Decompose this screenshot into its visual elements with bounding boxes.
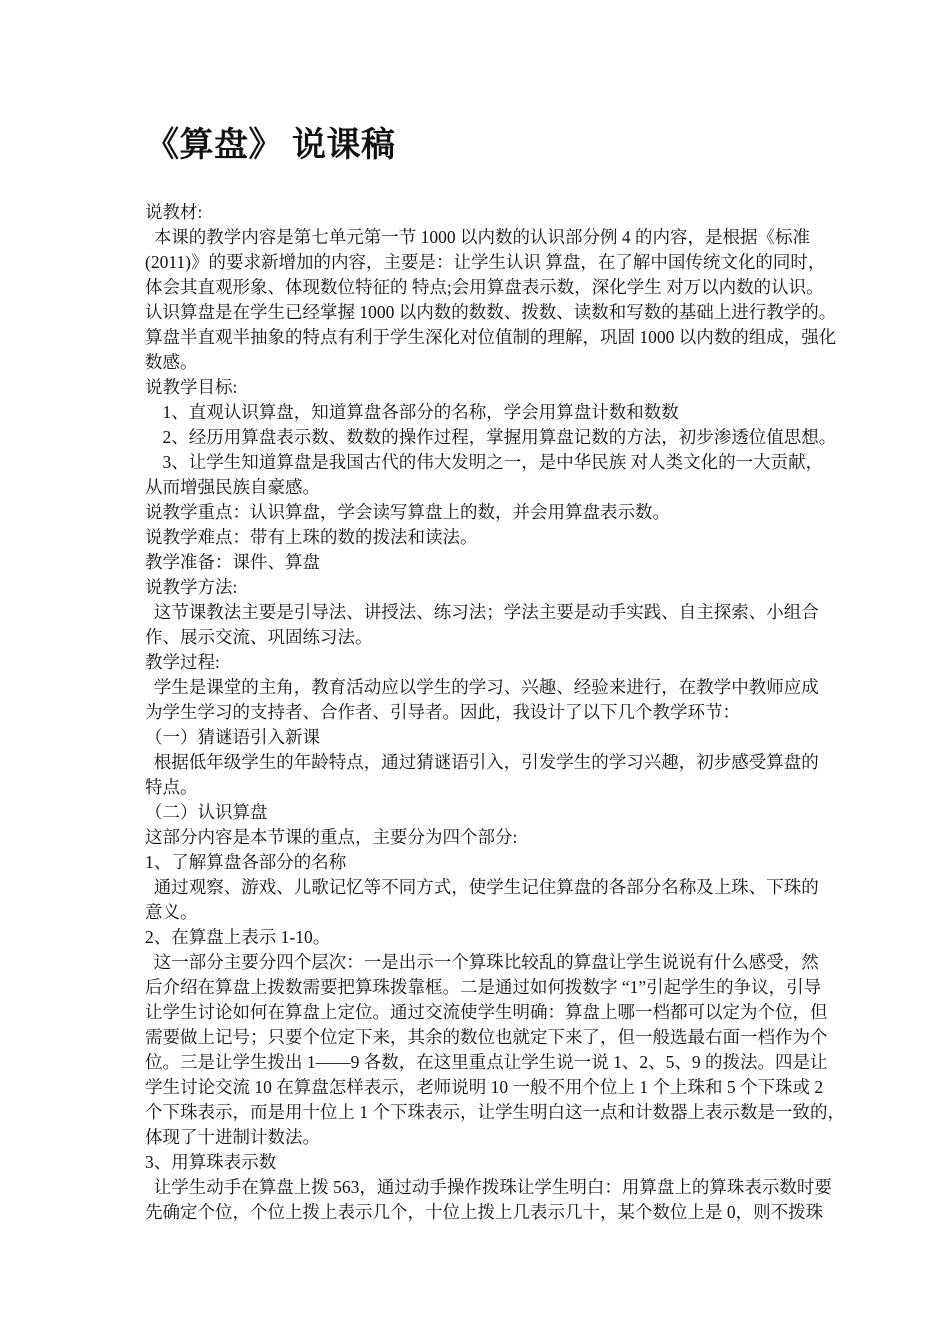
text-line: 需要做上记号；只要个位定下来，其余的数位也就定下来了，但一般选最右面一档作为个 [145,1027,828,1047]
document-title: 《算盘》 说课稿 [145,127,396,164]
text-line: 通过观察、游戏、儿歌记忆等不同方式，使学生记住算盘的各部分名称及上珠、下珠的 [145,877,819,897]
text-line: 说教学方法: [145,577,238,597]
text-line: 体会其直观形象、体现数位特征的 特点;会用算盘表示数，深化学生 对万以内数的认识。 [145,277,824,297]
text-line: 从而增强民族自豪感。 [145,477,320,497]
text-line: 个下珠表示，而是用十位上 1 个下珠表示，让学生明白这一点和计数器上表示数是一致的， [145,1102,845,1122]
text-line: 说教学难点：带有上珠的数的拨法和读法。 [145,527,478,547]
text-line: （一）猜谜语引入新课 [145,727,320,747]
text-line: 3、用算珠表示数 [145,1152,277,1172]
text-line: 学生讨论交流 10 在算盘怎样表示，老师说明 10 一般不用个位上 1 个上珠和 5 个下珠或 2 [145,1077,824,1097]
text-line: 说教材: [145,202,203,222]
text-line: 作、展示交流、巩固练习法。 [145,627,373,647]
text-line: 先确定个位，个位上拨上表示几个，十位上拨上几表示几十，某个数位上是 0，则不拨珠 [145,1202,824,1222]
text-line: 让学生动手在算盘上拨 563，通过动手操作拨珠让学生明白：用算盘上的算珠表示数时要 [145,1177,832,1197]
text-line: 2、经历用算盘表示数、数数的操作过程，掌握用算盘记数的方法，初步渗透位值思想。 [145,427,837,447]
text-line: （二）认识算盘 [145,802,268,822]
document-text [145,200,845,1225]
text-line: (2011)》的要求新增加的内容，主要是：让学生认识 算盘，在了解中国传统文化的同时， [145,252,826,272]
text-line: 2、在算盘上表示 1-10。 [145,927,331,947]
text-line: 学生是课堂的主角，教育活动应以学生的学习、兴趣、经验来进行，在教学中教师应成 [145,677,819,697]
text-line: 教学准备：课件、算盘 [145,552,320,572]
text-line: 这部分内容是本节课的重点，主要分为四个部分: [145,827,518,847]
text-line: 根据低年级学生的年龄特点，通过猜谜语引入，引发学生的学习兴趣，初步感受算盘的 [145,752,819,772]
text-line: 认识算盘是在学生已经掌握 1000 以内数的数数、拨数、读数和写数的基础上进行教学的。 [145,302,837,322]
text-line: 算盘半直观半抽象的特点有利于学生深化对位值制的理解，巩固 1000 以内数的组成，强化 [145,327,837,347]
text-line: 1、直观认识算盘，知道算盘各部分的名称，学会用算盘计数和数数 [145,402,679,422]
text-line: 后介绍在算盘上拨数需要把算珠拨靠框。二是通过如何拨数字 “1”引起学生的争议，引导 [145,977,822,997]
text-line: 3、让学生知道算盘是我国古代的伟大发明之一，是中华民族 对人类文化的一大贡献， [145,452,824,472]
text-line: 说教学重点：认识算盘，学会读写算盘上的数，并会用算盘表示数。 [145,502,670,522]
text-line: 体现了十进制计数法。 [145,1127,320,1147]
text-line: 特点。 [145,777,198,797]
text-line: 1、了解算盘各部分的名称 [145,852,347,872]
text-line: 教学过程: [145,652,220,672]
text-line: 位。三是让学生拨出 1——9 各数，在这里重点让学生说一说 1、2、5、9 的拨法。四是让 [145,1052,828,1072]
text-line: 让学生讨论如何在算盘上定位。通过交流使学生明确：算盘上哪一档都可以定为个位，但 [145,1002,828,1022]
text-line: 本课的教学内容是第七单元第一节 1000 以内数的认识部分例 4 的内容，是根据《标准 [145,227,810,247]
text-line: 这节课教法主要是引导法、讲授法、练习法；学法主要是动手实践、自主探索、小组合 [145,602,819,622]
text-line: 数感。 [145,352,198,372]
text-line: 这一部分主要分四个层次：一是出示一个算珠比较乱的算盘让学生说说有什么感受，然 [145,952,819,972]
text-line: 为学生学习的支持者、合作者、引导者。因此，我设计了以下几个教学环节： [145,702,740,722]
text-line: 说教学目标: [145,377,238,397]
text-line: 意义。 [145,902,198,922]
